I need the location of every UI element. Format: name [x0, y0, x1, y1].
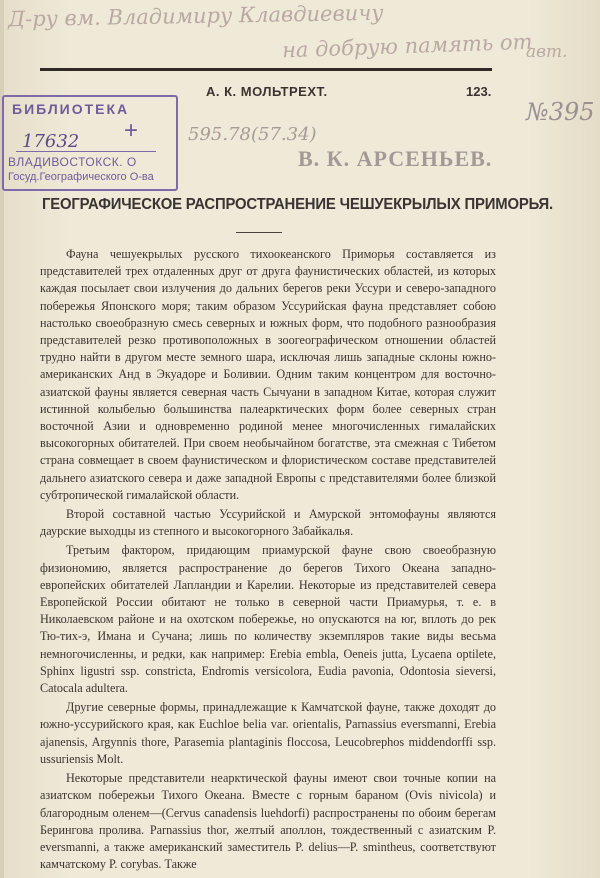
article-body — [40, 246, 496, 873]
owner-stamp: В. К. АРСЕНЬЕВ. — [298, 146, 493, 171]
paragraph-4: Другие северные формы, принадлежащие к Камчатской фауне, также доходят до южно-уссурийского края, как Euchloe belia var. orientalis, Parnassius eversmanni, Erebia ajanensis, Argynnis thore, Parasemia plantaginis floccosa, Leucobrephos middendorffi ssp. ussuriensis Molt. — [40, 700, 496, 766]
paragraph-3: Третьим фактором, придающим приамурской фауне свою своеобразную физиономию, является распространение до берегов Тихого Океана западно-европейских обитателей Лапландии и Карелии. Некоторые из представителей севера Европейской России обитают не только в северной части Приамурья, т. е. в Николаевском районе и на охотском побережье, но опускаются на юг, вплоть до рек Тю-тих-э, Имана и Сучана; лишь по количеству экземпляров такие виды весьма немногочисленны, и редки, как например: Erebia embla, Oeneis jutta, Lycaena optilete, Sphinx ligustri ssp. constricta, Endromis versicolora, Eudia pavonia, Odontosia sieversi, Catocala adultera. — [40, 543, 496, 696]
library-stamp-city: ВЛАДИВОСТОКСК. О — [8, 155, 137, 169]
running-header-author: А. К. МОЛЬТРЕХТ. — [206, 84, 328, 99]
library-stamp-title: БИБЛИОТЕКА — [12, 101, 130, 117]
stamp-cross-mark: + — [124, 117, 139, 144]
paragraph-1: Фауна чешуекрылых русского тихоокеанского Приморья составляется из представителей трех отдаленных друг от друга фаунистических областей, из которых каждая посылает свои излучения до дальних берегов реки Уссури и северо-западного побережья Японского моря; таким образом Уссурийская фауна представляет собою настолько своеобразную смесь северных и южных форм, что подобного разнообразия представителей резко противоположных в зоогеографическом отношении областей трудно найти в другом месте земного шара, исключая лишь западные склоны южно-американских Анд в Экуадоре и Боливии. Одним таким концентром для восточно-азиатской фауны является северная часть Сычуани в западном Китае, которая служит истинной колыбелью большинства палеарктических форм более северных стран восточной Азии и одновременно родиной менее многочисленных гималайских высокогорных обитателей. При своем необычайном богатстве, эта смежная с Тибетом страна совмещает в своем фаунистическом и флористическом составе представителей дальнего азиатского севера и даже западной Европы с представителями более близкой субтропической гималайской области. — [40, 247, 496, 502]
header-rule — [40, 68, 492, 71]
inventory-mark: 595.78(57.34) — [188, 124, 317, 145]
title-separator — [236, 232, 282, 233]
library-stamp-number: 17632 — [16, 131, 156, 152]
handwritten-catalog-code: №395 — [526, 98, 595, 126]
library-stamp-society: Госуд.Географического О-ва — [8, 171, 154, 183]
handwritten-dedication-line-1: Д-ру вм. Владимиру Клавдиевичу — [7, 0, 384, 32]
handwritten-margin-note-1: авт. — [526, 42, 568, 62]
handwritten-dedication-line-2: на добрую память от — [281, 29, 533, 63]
paragraph-2: Второй составной частью Уссурийской и Амурской энтомофауны являются даурские выходцы из степного и высокогорного Забайкалья. — [40, 507, 496, 539]
library-stamp — [2, 95, 178, 191]
paragraph-5: Некоторые представители неарктической фауны имеют свои точные копии на азиатском побережьи Тихого Океана. Вместе с горным бараном (Ovis nivicola) и благородным оленем—(Cervus canadensis luehdorfi) распространены по обоим берегам Берингова пролива. Parnassius thor, желтый аполлон, тождественный с азиатским P. eversmanni, а также американский заместитель P. delius—P. smintheus, соответствуют камчатскому P. corybas. Также — [40, 771, 496, 872]
article-title: ГЕОГРАФИЧЕСКОЕ РАСПРОСТРАНЕНИЕ ЧЕШУЕКРЫЛЫХ ПРИМОРЬЯ. — [42, 196, 553, 213]
page-number: 123. — [466, 84, 492, 99]
